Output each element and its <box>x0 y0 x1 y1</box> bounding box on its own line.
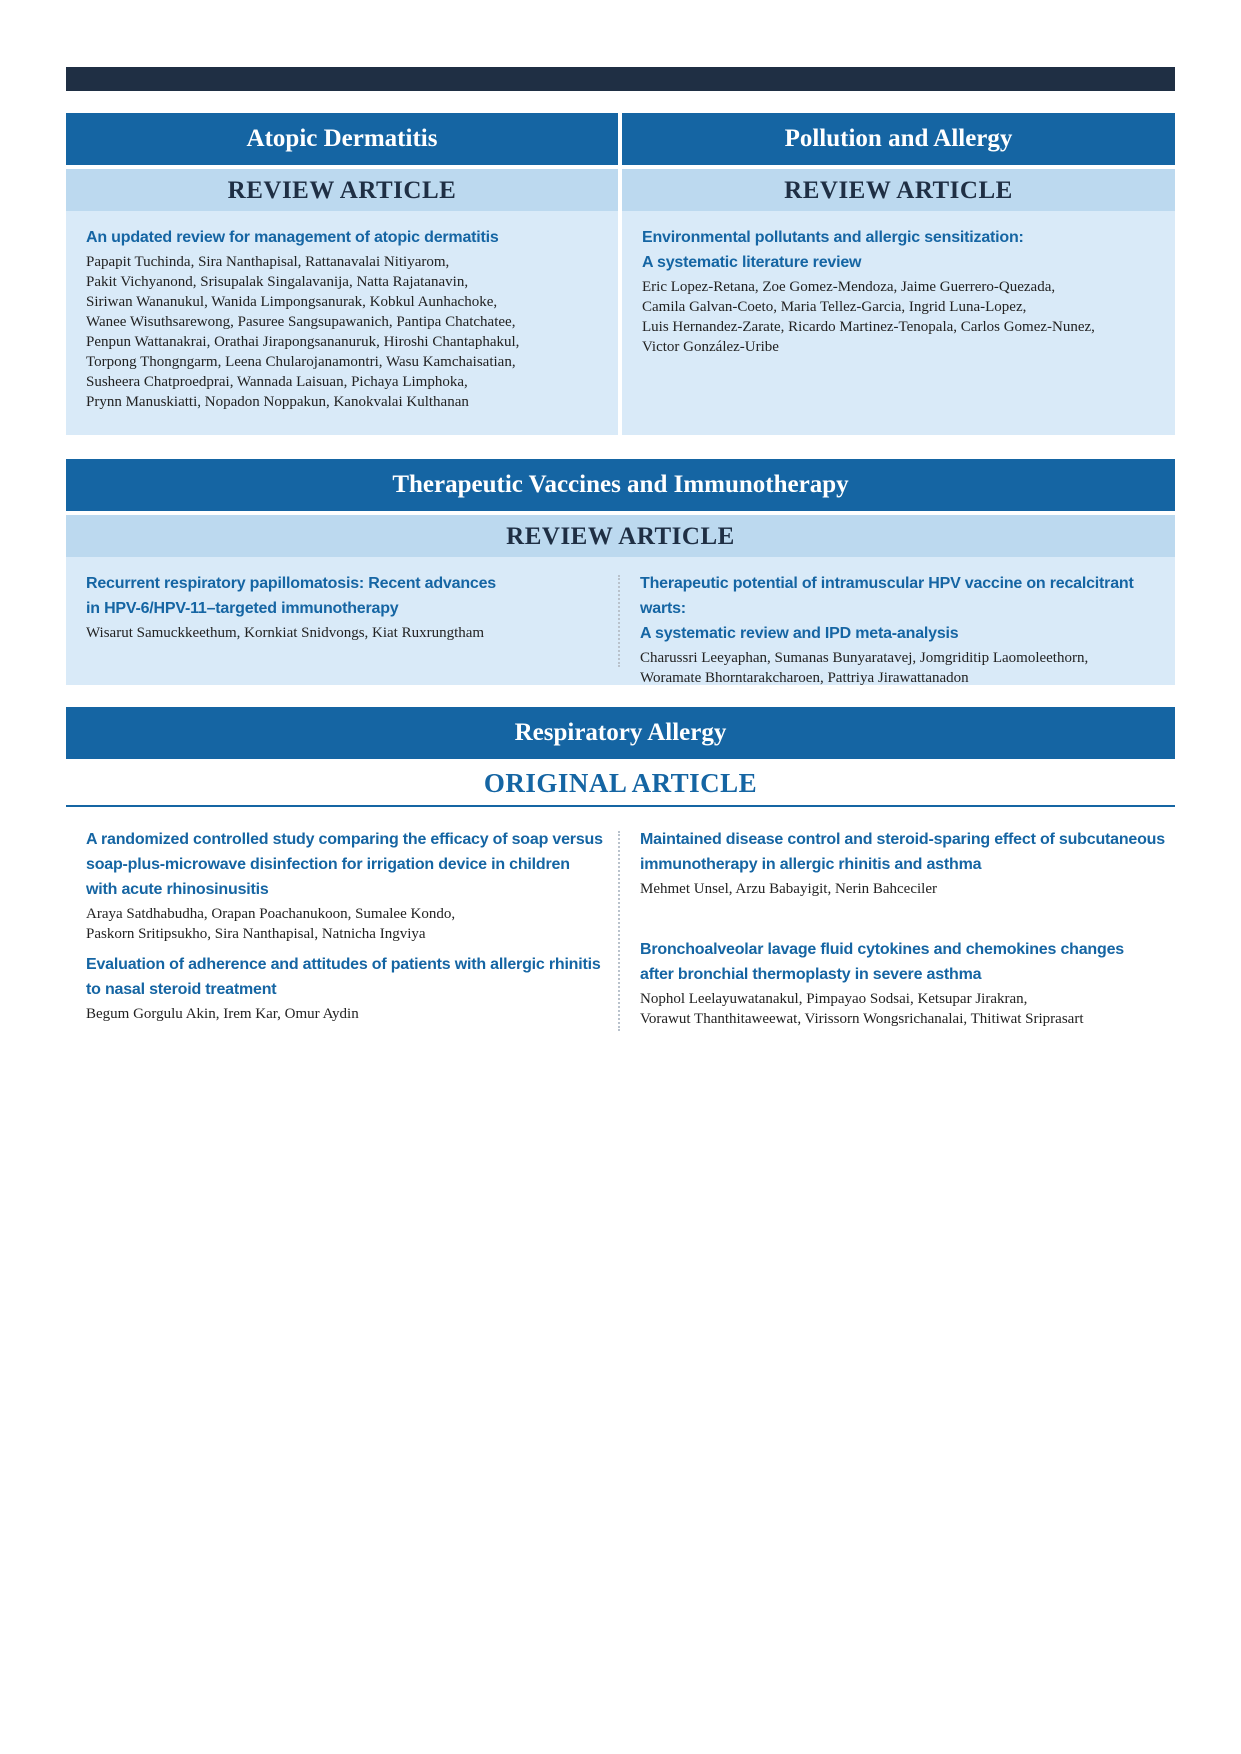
article-column-right <box>640 827 1170 1029</box>
article-authors: Eric Lopez-Retana, Zoe Gomez-Mendoza, Jaime Guerrero-Quezada, Camila Galvan-Coeto, Maria Tellez-Garcia, Ingrid Luna-Lopez, Luis Hernandez-Zarate, Ricardo Martinez-Tenopala, Carlos Gomez-Nunez, Victor González-Uribe <box>642 279 1095 355</box>
article-list <box>66 807 1175 1047</box>
article-authors: Papapit Tuchinda, Sira Nanthapisal, Rattanavalai Nitiyarom, Pakit Vichyanond, Srisupalak Singalavanija, Natta Rajatanavin, Siriwan Wananukul, Wanida Limpongsanurak, Kobkul Aunhachoke, Wanee Wisuthsarewong, Pasuree Sangsupawanich, Pantipa Chatchatee, Penpun Wattanakrai, Orathai Jirapongsananuruk, Hiroshi Chantaphakul, Torpong Thongngarm, Leena Chularojanamontri, Wasu Kamchaisatian, Susheera Chatproedprai, Wannada Laisuan, Pichaya Limphoka, Prynn Manuskiatti, Nopadon Noppakun, Kanokvalai Kulthanan <box>86 254 520 410</box>
article-right <box>640 571 1170 688</box>
column-divider <box>618 575 620 667</box>
article-authors: Charussri Leeyaphan, Sumanas Bunyaratavej, Jomgriditip Laomoleethorn, Woramate Bhorntarakcharoen, Pattriya Jirawattanadon <box>640 650 1089 686</box>
section-therapeutic-vaccines <box>66 459 1175 685</box>
category-header: Respiratory Allergy <box>66 707 1175 759</box>
category-header: Atopic Dermatitis <box>66 113 618 165</box>
article-body <box>66 557 1175 685</box>
article-body <box>622 211 1175 435</box>
article-title[interactable]: A randomized controlled study comparing the efficacy of soap versus soap-plus-microwave disinfection for irrigation device in children with acute rhinosinusitis <box>86 831 603 898</box>
section-review-pair <box>66 113 1175 435</box>
article-authors: Wisarut Samuckkeethum, Kornkiat Snidvongs, Kiat Ruxrungtham <box>86 625 485 641</box>
article-title[interactable]: An updated review for management of atopic dermatitis <box>86 229 499 246</box>
category-header: Therapeutic Vaccines and Immunotherapy <box>66 459 1175 511</box>
section-respiratory-allergy <box>66 707 1175 1047</box>
article-title[interactable]: Environmental pollutants and allergic sensitization: A systematic literature review <box>642 229 1024 271</box>
article-body <box>66 211 618 435</box>
category-header: Pollution and Allergy <box>622 113 1175 165</box>
article-title[interactable]: Bronchoalveolar lavage fluid cytokines and chemokines changes after bronchial thermoplasty in severe asthma <box>640 941 1124 983</box>
article-column-left <box>86 827 616 1024</box>
article-type-header: REVIEW ARTICLE <box>66 169 618 211</box>
article-authors: Begum Gorgulu Akin, Irem Kar, Omur Aydin <box>86 1006 359 1022</box>
article-authors: Araya Satdhabudha, Orapan Poachanukoon, Sumalee Kondo, Paskorn Sritipsukho, Sira Nanthapisal, Natnicha Ingviya <box>86 906 456 942</box>
article-type-header: ORIGINAL ARTICLE <box>66 759 1175 807</box>
article-left <box>86 571 606 643</box>
article-type-header: REVIEW ARTICLE <box>66 515 1175 557</box>
article-authors: Nophol Leelayuwatanakul, Pimpayao Sodsai, Ketsupar Jirakran, Vorawut Thanthitaweewat, Virissorn Wongsrichanalai, Thitiwat Sriprasart <box>640 991 1084 1027</box>
top-banner <box>66 67 1175 91</box>
atopic-dermatitis-block <box>66 113 618 435</box>
article-type-header: REVIEW ARTICLE <box>622 169 1175 211</box>
article-authors: Mehmet Unsel, Arzu Babayigit, Nerin Bahceciler <box>640 881 937 897</box>
article-title[interactable]: Therapeutic potential of intramuscular HPV vaccine on recalcitrant warts: A systematic review and IPD meta-analysis <box>640 575 1134 642</box>
article-title[interactable]: Evaluation of adherence and attitudes of patients with allergic rhinitis to nasal steroid treatment <box>86 956 601 998</box>
pollution-allergy-block <box>622 113 1175 435</box>
article-title[interactable]: Recurrent respiratory papillomatosis: Recent advances in HPV-6/HPV-11–targeted immunotherapy <box>86 575 496 617</box>
column-divider <box>618 831 620 1031</box>
article-title[interactable]: Maintained disease control and steroid-sparing effect of subcutaneous immunotherapy in allergic rhinitis and asthma <box>640 831 1165 873</box>
